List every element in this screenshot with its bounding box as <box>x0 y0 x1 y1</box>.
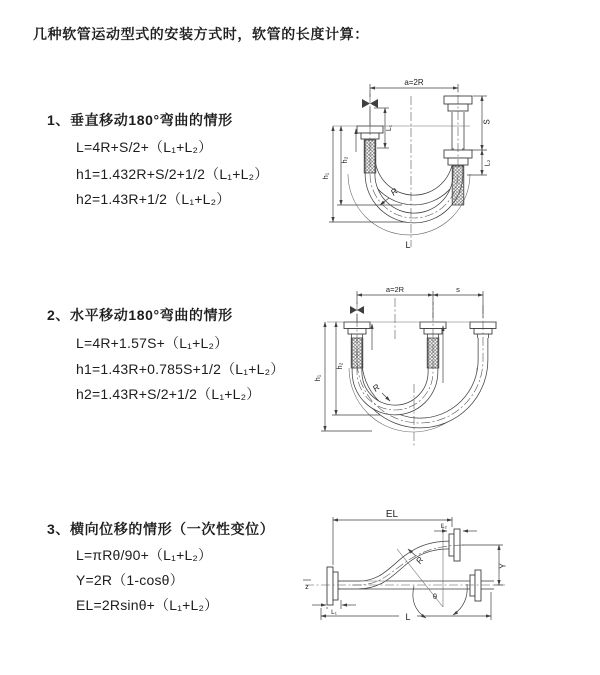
section-2-formula-h1: h1=1.43R+0.785S+1/2（L₁+L₂） <box>76 361 285 377</box>
dim-label-l: L <box>405 612 411 622</box>
dim-label-el: EL <box>385 509 399 520</box>
dim-label-l1: L₁ <box>386 124 393 132</box>
radius-label: R <box>370 381 382 394</box>
dim-label-a2r: a=2R <box>385 285 405 294</box>
section-1-formula-h1: h1=1.432R+S/2+1/2（L₁+L₂） <box>76 166 269 182</box>
section-1-heading: 1、垂直移动180°弯曲的情形 <box>47 112 233 128</box>
diagram-horizontal-180 <box>313 285 497 448</box>
dim-label-a2r: a=2R <box>404 78 424 87</box>
section-2-formula-l: L=4R+1.57S+（L₁+L₂） <box>76 335 229 351</box>
dim-label-h2: h₂ <box>335 362 344 370</box>
section-3-formula-y: Y=2R（1-cosθ） <box>76 572 184 588</box>
dim-el <box>333 509 452 565</box>
hose-position-raised <box>370 140 458 200</box>
page-title: 几种软管运动型式的安装方式时，软管的长度计算： <box>33 26 369 42</box>
length-label: L <box>405 240 411 250</box>
diagram-vertical-180 <box>321 78 492 250</box>
dim-shift-s <box>433 285 483 295</box>
dim-l1 <box>312 600 356 616</box>
flange-right-original <box>470 570 494 601</box>
section-1-formula-h2: h2=1.43R+1/2（L₁+L₂） <box>76 191 231 207</box>
radius-label: R <box>388 185 400 198</box>
section-2-formula-h2: h2=1.43R+S/2+1/2（L₁+L₂） <box>76 386 261 402</box>
dim-label-h1: h₁ <box>321 172 330 180</box>
dim-a2r <box>370 78 458 97</box>
dim-l <box>321 592 491 622</box>
section-3-heading: 3、横向位移的情形（一次性变位） <box>47 521 275 537</box>
dim-label-s: S <box>482 119 492 125</box>
diagram-lateral-displacement <box>303 509 508 622</box>
datum-mark <box>303 580 311 591</box>
section-3-formula-el: EL=2Rsinθ+（L₁+L₂） <box>76 597 219 613</box>
section-1-formula-l: L=4R+S/2+（L₁+L₂） <box>76 139 213 155</box>
dim-label-l1: L₁ <box>331 609 337 616</box>
datum-label: z <box>305 584 309 591</box>
flange-left <box>327 567 338 605</box>
s-curve-hose <box>338 545 450 585</box>
dim-label-h2: h₂ <box>340 156 349 164</box>
dim-label-l2: L₂ <box>440 523 448 530</box>
dim-label-shift: s <box>456 285 460 294</box>
dim-label-y: Y <box>498 563 508 569</box>
dim-a2r <box>357 285 483 318</box>
radius-label: R <box>413 554 426 566</box>
section-3-formula-l: L=πRθ/90+（L₁+L₂） <box>76 547 213 563</box>
dim-y <box>462 545 508 585</box>
section-2-heading: 2、水平移动180°弯曲的情形 <box>47 307 233 323</box>
dim-label-l2: L₂ <box>484 159 492 167</box>
theta-label: θ <box>432 592 438 601</box>
dim-label-h1: h₁ <box>313 374 322 382</box>
